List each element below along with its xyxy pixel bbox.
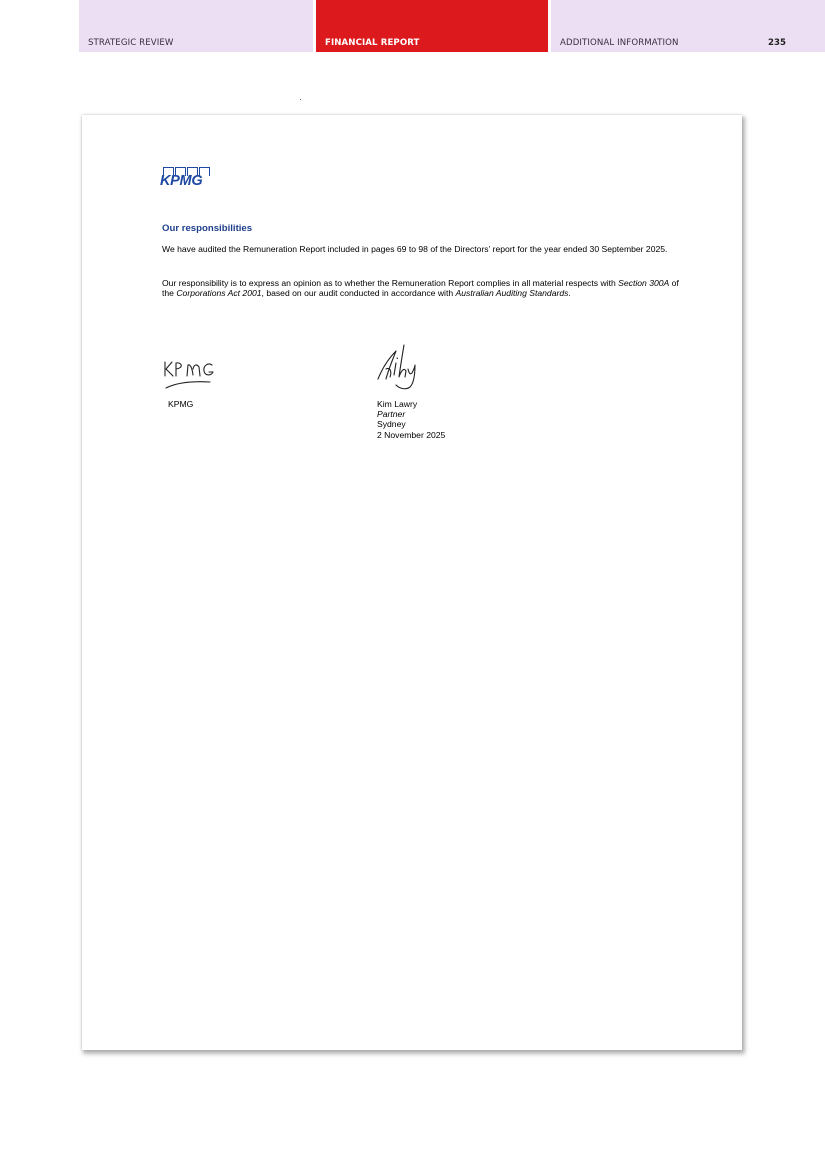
partner-city: Sydney — [377, 419, 406, 430]
paragraph-text: of the — [162, 278, 679, 299]
report-page — [82, 115, 742, 1050]
logo-text: KPMG — [160, 173, 203, 189]
paragraph-italic: Australian Auditing Standards — [455, 288, 569, 299]
paragraph-italic: Section 300A — [618, 278, 670, 288]
page-number: 235 — [768, 38, 786, 48]
partner-signer-block — [377, 399, 445, 440]
paragraph-responsibility — [162, 278, 682, 299]
partner-date: 2 November 2025 — [377, 429, 446, 440]
partner-title: Partner — [377, 409, 406, 420]
paragraph-text: , based on our audit conducted in accordance with — [261, 288, 456, 299]
kpmg-logo — [160, 167, 214, 191]
paragraph-text: . — [568, 288, 571, 299]
tab-strategic-review[interactable] — [79, 0, 313, 52]
tab-label: FINANCIAL REPORT — [325, 38, 420, 48]
paragraph-audit-scope — [162, 244, 682, 254]
section-nav — [79, 0, 825, 52]
tab-label: ADDITIONAL INFORMATION — [560, 38, 679, 48]
paragraph-italic: Corporations Act 2001 — [176, 288, 262, 299]
partner-signature — [374, 341, 434, 393]
firm-signer-block — [168, 399, 193, 409]
firm-name: KPMG — [168, 399, 194, 409]
section-heading: Our responsibilities — [162, 223, 253, 234]
partner-name: Kim Lawry — [377, 399, 418, 409]
paragraph-text: Our responsibility is to express an opinion as to whether the Remuneration Report complies in all material respects with — [162, 278, 619, 288]
tab-label: STRATEGIC REVIEW — [88, 38, 174, 48]
tab-financial-report[interactable] — [316, 0, 548, 52]
stray-dot — [300, 99, 301, 100]
firm-signature — [162, 355, 232, 393]
paragraph-text: We have audited the Remuneration Report included in pages 69 to 98 of the Directors’ report for the year ended 30 September 2025. — [162, 244, 668, 254]
